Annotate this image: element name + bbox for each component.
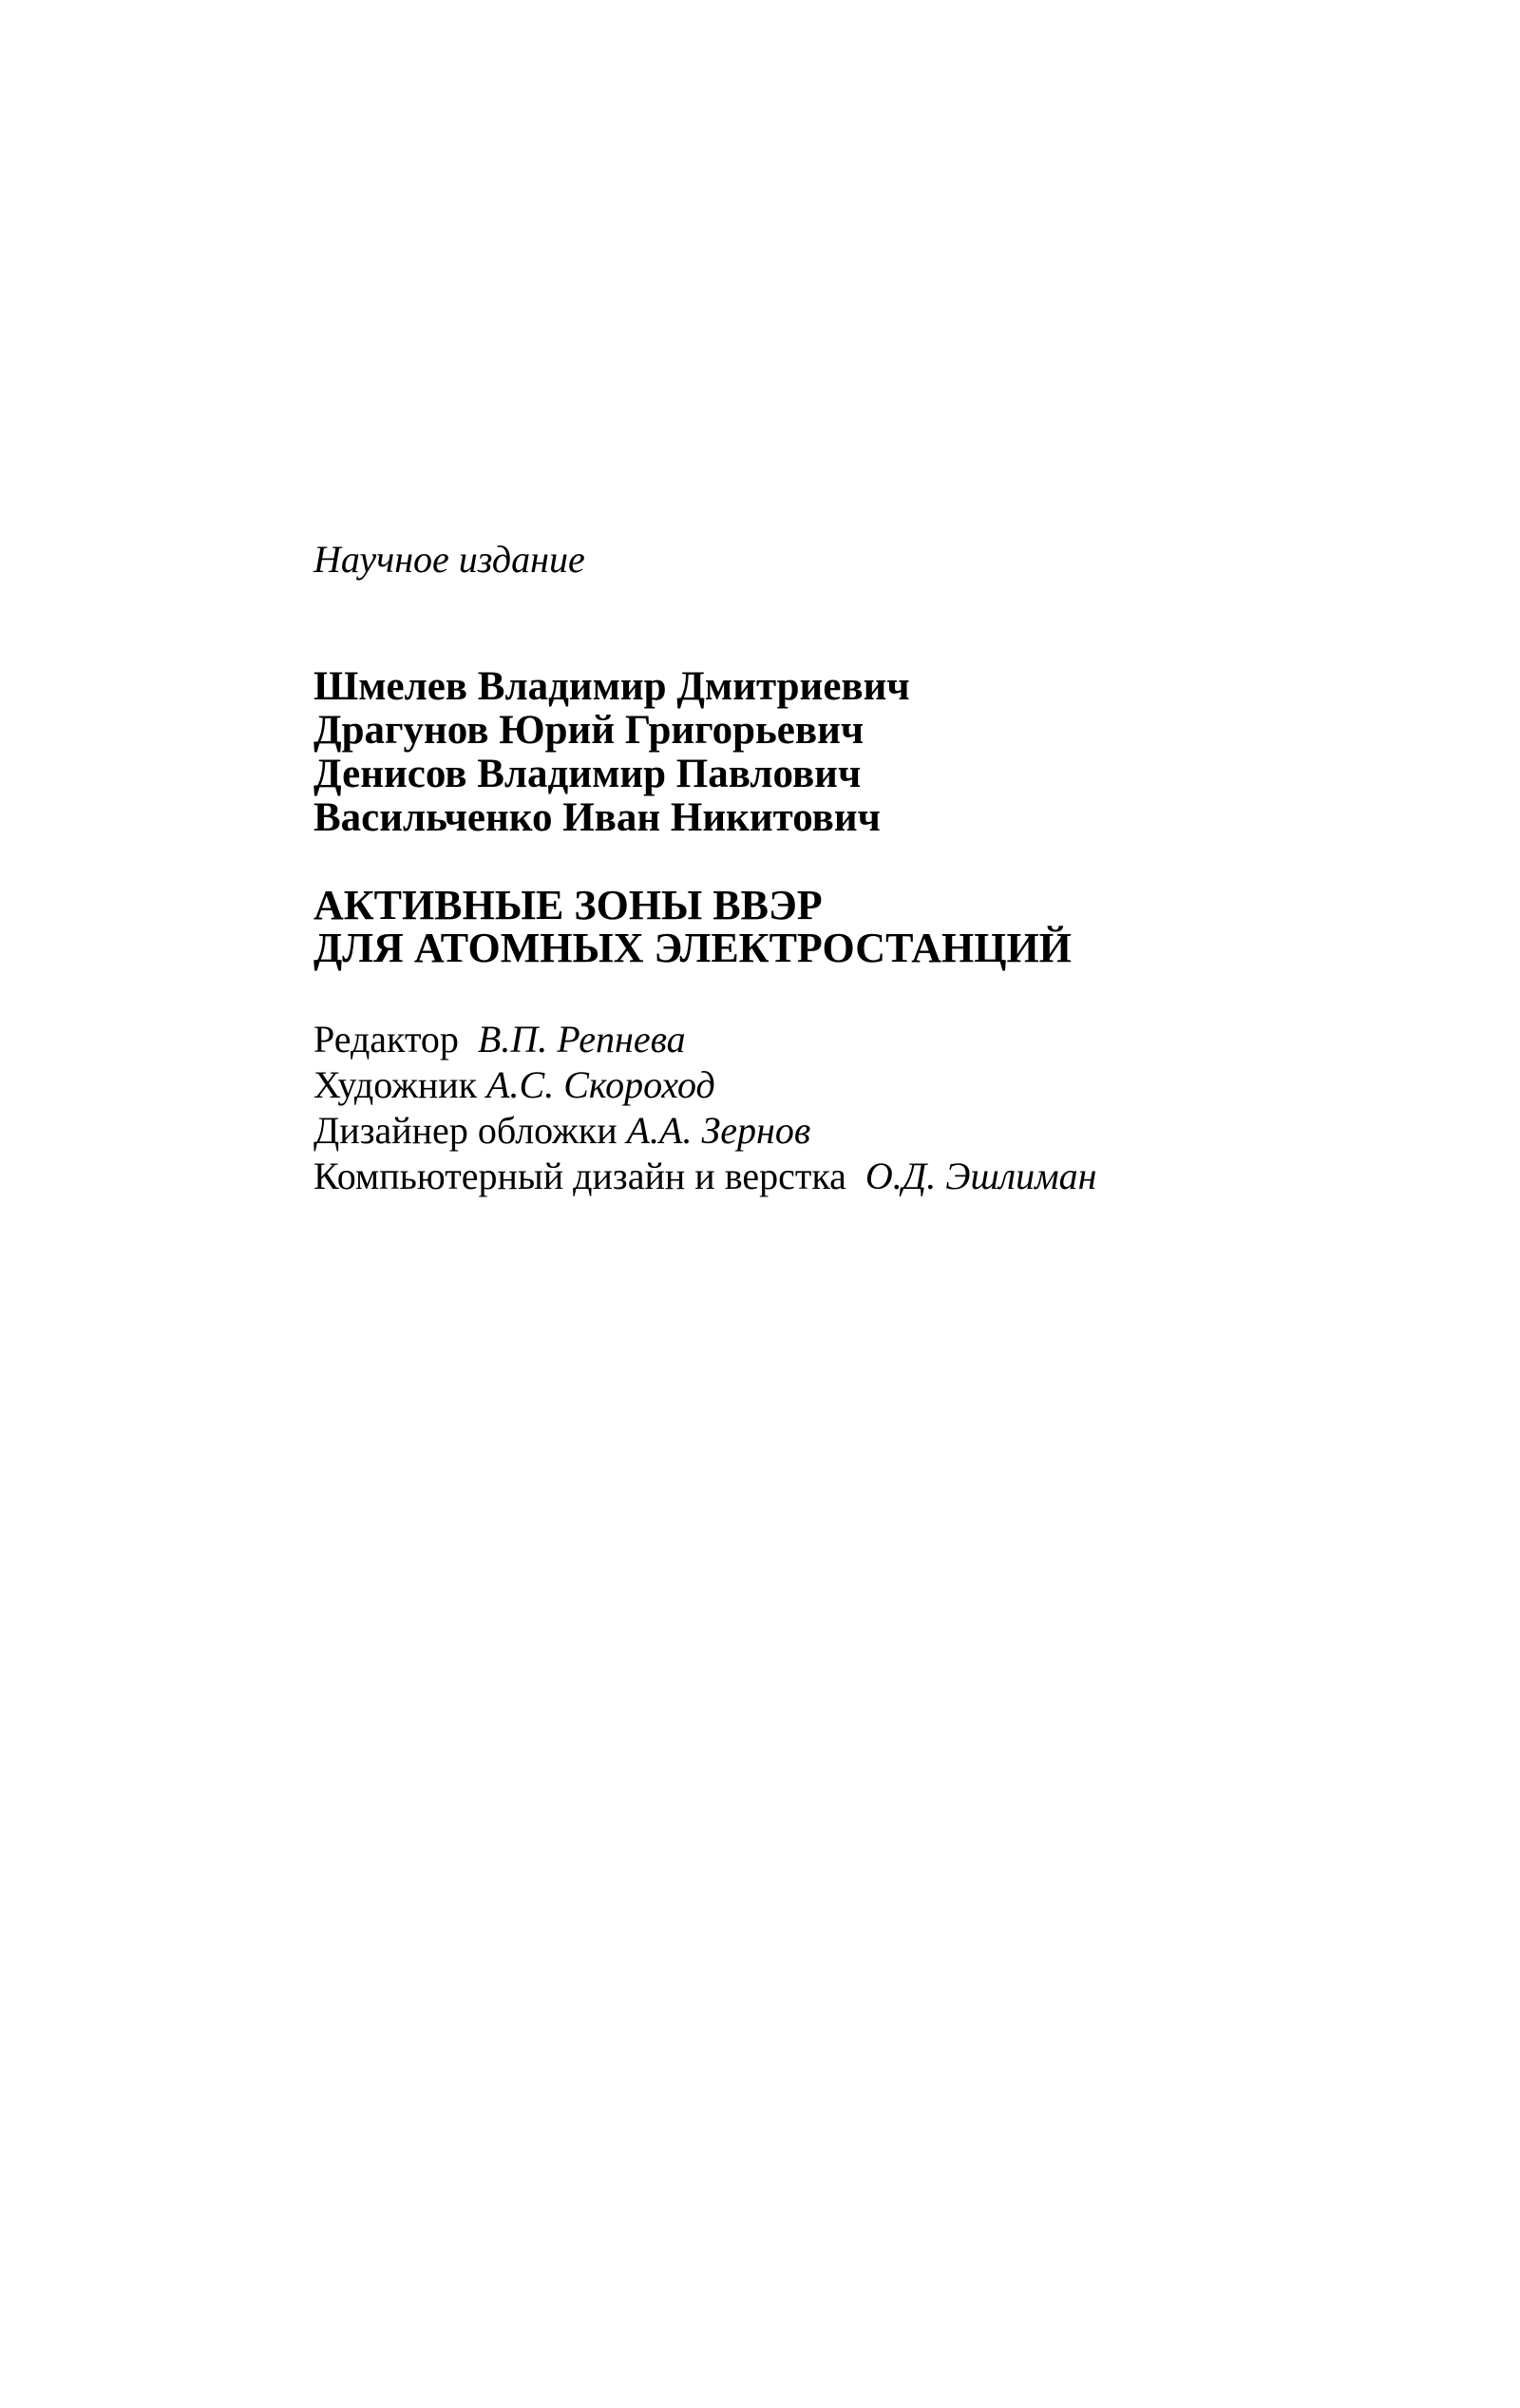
credit-name: А.С. Скороход xyxy=(486,1063,715,1106)
credit-artist xyxy=(314,1062,1454,1108)
author-name: Денисов Владимир Павлович xyxy=(314,752,862,796)
credit-role: Дизайнер обложки xyxy=(314,1109,618,1152)
credits-list xyxy=(314,1017,1454,1199)
credit-editor xyxy=(314,1017,1454,1062)
credit-name: В.П. Репнева xyxy=(477,1018,686,1061)
credit-role: Компьютерный дизайн и верстка xyxy=(314,1155,846,1197)
credit-role: Художник xyxy=(314,1063,478,1106)
book-title-line: АКТИВНЫЕ ЗОНЫ ВВЭР xyxy=(314,882,823,928)
credit-cover-designer xyxy=(314,1108,1454,1154)
credit-role: Редактор xyxy=(314,1018,459,1061)
credit-name: А.А. Зернов xyxy=(626,1109,811,1152)
credit-name: О.Д. Эшлиман xyxy=(864,1155,1097,1197)
credit-layout-designer xyxy=(314,1154,1454,1199)
book-title-line: ДЛЯ АТОМНЫХ ЭЛЕКТРОСТАНЦИЙ xyxy=(314,925,1072,971)
author-name: Драгунов Юрий Григорьевич xyxy=(314,708,864,753)
author-list xyxy=(314,665,1454,840)
author-name: Шмелев Владимир Дмитриевич xyxy=(314,664,910,709)
author-name: Васильченко Иван Никитович xyxy=(314,795,881,840)
book-title xyxy=(314,884,1454,969)
edition-type: Научное издание xyxy=(314,538,585,581)
